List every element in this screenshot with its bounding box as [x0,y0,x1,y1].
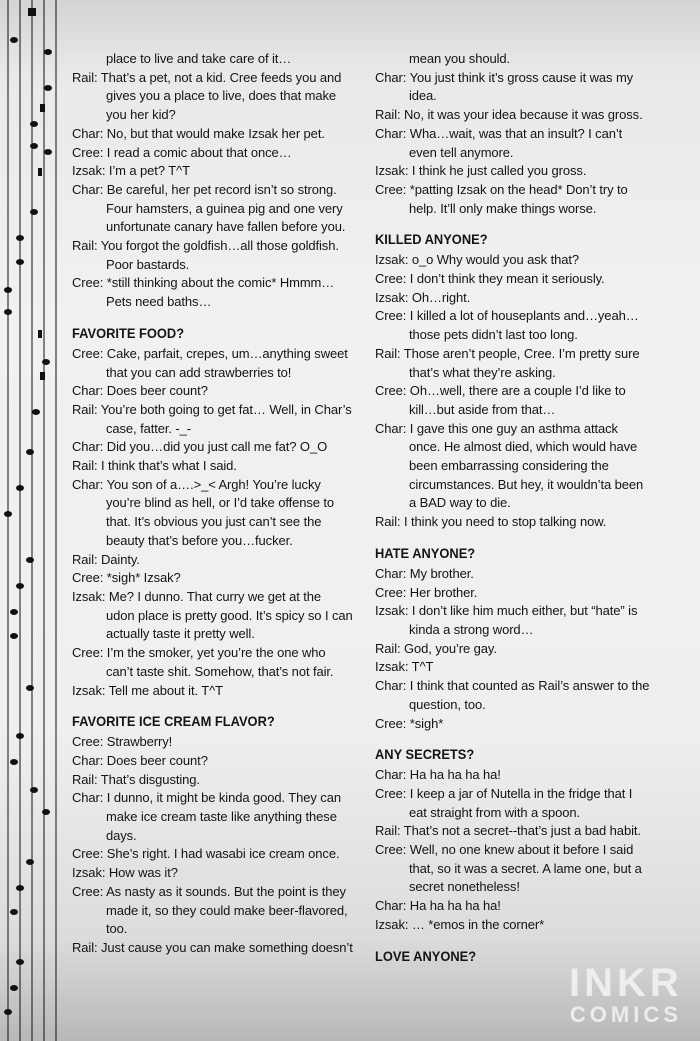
dialogue-line: eat straight from with a spoon. [409,804,581,820]
dialogue-line: Cree: I keep a jar of Nutella in the fridge that I [375,785,633,801]
dialogue-line: Rail: You’re both going to get fat… Well, in Char’s [72,401,352,417]
dialogue-line: udon place is pretty good. It’s spicy so I can [106,607,353,623]
left-text-column [72,50,362,958]
dialogue-line: Rail: Just cause you can make something doesn’t [72,939,353,955]
section-heading: FAVORITE FOOD? [72,324,185,341]
section-spacer [375,935,675,947]
dialogue-line: Izsak: Me? I dunno. That curry we get at the [72,588,321,604]
dialogue-line: Four hamsters, a guinea pig and one very [106,200,343,216]
dialogue-line: gives you a place to live, does that make [106,88,337,104]
dialogue-line: Cree: She’s right. I had wasabi ice cream once. [72,846,340,862]
dialogue-line: Rail: No, it was your idea because it was gross. [375,107,643,123]
dialogue-line: Cree: *sigh* Izsak? [72,570,181,586]
dialogue-line: Cree: As nasty as it sounds. But the point is they [72,883,346,899]
right-text-column [375,50,675,968]
dialogue-line: been embarrassing considering the [409,458,609,474]
section-spacer [72,700,362,712]
section-spacer [375,733,675,745]
dialogue-line: Rail: I think you need to stop talking now. [375,514,607,530]
dialogue-line: Char: Ha ha ha ha ha! [375,767,501,783]
dialogue-line: case, fatter. -_- [106,420,192,436]
dialogue-line: Izsak: I’m a pet? T^T [72,163,190,179]
dialogue-line: Cree: *sigh* [375,715,444,731]
dialogue-line: Izsak: I don’t like him much either, but “hate” is [375,603,638,619]
watermark-line2: COMICS [569,1002,682,1027]
dialogue-line: Cree: *patting Izsak on the head* Don’t try to [375,181,628,197]
dialogue-line: Char: Wha…wait, was that an insult? I can’t [375,125,623,141]
dialogue-line: a BAD way to die. [409,495,511,511]
dialogue-line: Izsak: Tell me about it. T^T [72,682,223,698]
dialogue-line: even tell anymore. [409,144,514,160]
dialogue-line: Char: Did you…did you just call me fat? O_O [72,439,328,455]
dialogue-line: Cree: Well, no one knew about it before I said [375,842,634,858]
dialogue-line: Pets need baths… [106,294,212,310]
dialogue-line: help. It’ll only make things worse. [409,200,597,216]
dialogue-line: Rail: I think that’s what I said. [72,458,237,474]
dialogue-line: Rail: You forgot the goldfish…all those goldfish. [72,238,339,254]
dialogue-line: Rail: Those aren’t people, Cree. I’m pretty sure [375,345,640,361]
dialogue-line: Char: You just think it’s gross cause it was my [375,69,634,85]
section-heading: KILLED ANYONE? [375,231,488,248]
dialogue-line: made it, so they could make beer-flavored, [106,902,348,918]
dialogue-line: Cree: Her brother. [375,584,478,600]
dialogue-line: Char: Be careful, her pet record isn’t so strong. [72,181,337,197]
dialogue-line: Cree: I’m the smoker, yet you’re the one who [72,645,326,661]
dialogue-line: Rail: That’s disgusting. [72,771,200,787]
dialogue-line: make ice cream taste like anything these [106,809,337,825]
section-heading: FAVORITE ICE CREAM FLAVOR? [72,713,275,730]
dialogue-line: can’t taste shit. Somehow, that’s not fair. [106,663,334,679]
dialogue-line: Char: You son of a….>_< Argh! You’re lucky [72,476,321,492]
dialogue-line: Izsak: o_o Why would you ask that? [375,252,579,268]
inkr-comics-watermark [569,963,683,1027]
dialogue-line: you her kid? [106,107,176,123]
dialogue-line: Char: Does beer count? [72,383,208,399]
section-spacer [72,312,362,324]
dialogue-line: too. [106,921,128,937]
dialogue-line: question, too. [409,696,486,712]
section-spacer [375,532,675,544]
dialogue-line: Rail: That’s a pet, not a kid. Cree feeds you and [72,69,342,85]
dialogue-line: unfortunate canary have fallen before you. [106,219,346,235]
dialogue-line: Cree: I killed a lot of houseplants and…yeah… [375,308,639,324]
dialogue-line: those pets didn’t last too long. [409,327,578,343]
dialogue-line: mean you should. [409,51,511,66]
section-heading: LOVE ANYONE? [375,947,477,964]
dialogue-line: once. He almost died, which would have [409,439,638,455]
dialogue-line: Cree: I read a comic about that once… [72,144,292,160]
section-heading: ANY SECRETS? [375,746,475,763]
watermark-line1: INKR [569,961,683,1005]
dialogue-line: you’re blind as hell, or I’d take offense to [106,495,335,511]
dialogue-line: kill…but aside from that… [409,401,556,417]
dialogue-line: beauty that’s before you…fucker. [106,532,293,548]
dialogue-line: Cree: Cake, parfait, crepes, um…anything sweet [72,345,348,361]
music-staff-decoration [0,0,60,1041]
dialogue-line: Rail: Dainty. [72,551,140,567]
dialogue-line: Poor bastards. [106,256,190,272]
dialogue-line: Izsak: Oh…right. [375,289,471,305]
dialogue-line: Cree: Strawberry! [72,734,173,750]
dialogue-line: idea. [409,88,437,104]
dialogue-line: that. It’s obvious you just can’t see the [106,514,322,530]
dialogue-line: Cree: I don’t think they mean it seriously. [375,271,605,287]
dialogue-line: Char: Ha ha ha ha ha! [375,898,501,914]
dialogue-line: days. [106,827,137,843]
dialogue-line: place to live and take care of it… [106,51,292,66]
dialogue-line: secret nonetheless! [409,879,520,895]
dialogue-line: Char: My brother. [375,565,474,581]
dialogue-line: Char: I think that counted as Rail’s answer to the [375,678,650,694]
section-spacer [375,218,675,230]
dialogue-line: Char: I dunno, it might be kinda good. They can [72,790,341,806]
dialogue-line: Rail: God, you’re gay. [375,640,497,656]
dialogue-line: Izsak: T^T [375,659,434,675]
dialogue-line: Rail: That’s not a secret--that’s just a bad habit. [375,823,641,839]
dialogue-line: Izsak: How was it? [72,865,178,881]
dialogue-line: Izsak: I think he just called you gross. [375,163,587,179]
dialogue-line: that’s what they’re asking. [409,364,556,380]
dialogue-line: Izsak: … *emos in the corner* [375,916,545,932]
dialogue-line: that, so it was a secret. A lame one, but a [409,860,642,876]
dialogue-line: Char: No, but that would make Izsak her pet. [72,125,325,141]
dialogue-line: Cree: *still thinking about the comic* Hmmm… [72,275,335,291]
section-heading: HATE ANYONE? [375,544,476,561]
dialogue-line: Char: I gave this one guy an asthma attack [375,420,618,436]
dialogue-line: actually taste it pretty well. [106,626,255,642]
dialogue-line: Char: Does beer count? [72,752,208,768]
dialogue-line: that you can add strawberries to! [106,364,292,380]
dialogue-line: kinda a strong word… [409,621,534,637]
dialogue-line: circumstances. But hey, it wouldn’ta been [409,476,644,492]
dialogue-line: Cree: Oh…well, there are a couple I’d like to [375,383,626,399]
